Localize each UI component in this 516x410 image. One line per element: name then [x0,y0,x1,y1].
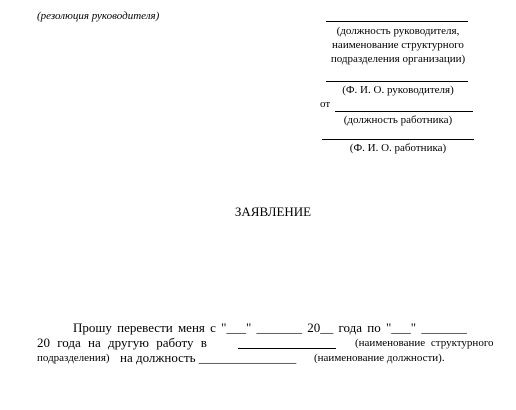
body-line-3b: на должность _______________ [120,350,297,365]
manager-name-hint: (Ф. И. О. руководителя) [342,84,454,96]
body-line-2b: (наименование структурного [355,337,494,349]
employee-position-blank [335,111,473,112]
manager-position-hint-3: подразделения организации) [330,53,466,65]
manager-position-blank [326,21,468,22]
body-line-2a: 20 года на другую работу в [37,335,207,350]
resolution-label: (резолюция руководителя) [37,10,160,22]
from-prefix: от [320,98,331,110]
manager-name-blank [326,81,468,82]
employee-name-hint: (Ф. И. О. работника) [349,142,447,154]
manager-position-hint-2: наименование структурного [332,39,464,51]
body-line-3c: (наименование должности). [314,352,445,364]
document-title: ЗАЯВЛЕНИЕ [234,204,312,219]
employee-position-hint: (должность работника) [343,114,453,126]
manager-position-hint-1: (должность руководителя, [336,25,460,37]
body-line-1: Прошу перевести меня с "___" _______ 20__ года по "___" _______ [73,320,467,335]
department-blank [238,348,336,349]
body-line-3a: подразделения) [37,352,110,364]
employee-name-blank [322,139,474,140]
